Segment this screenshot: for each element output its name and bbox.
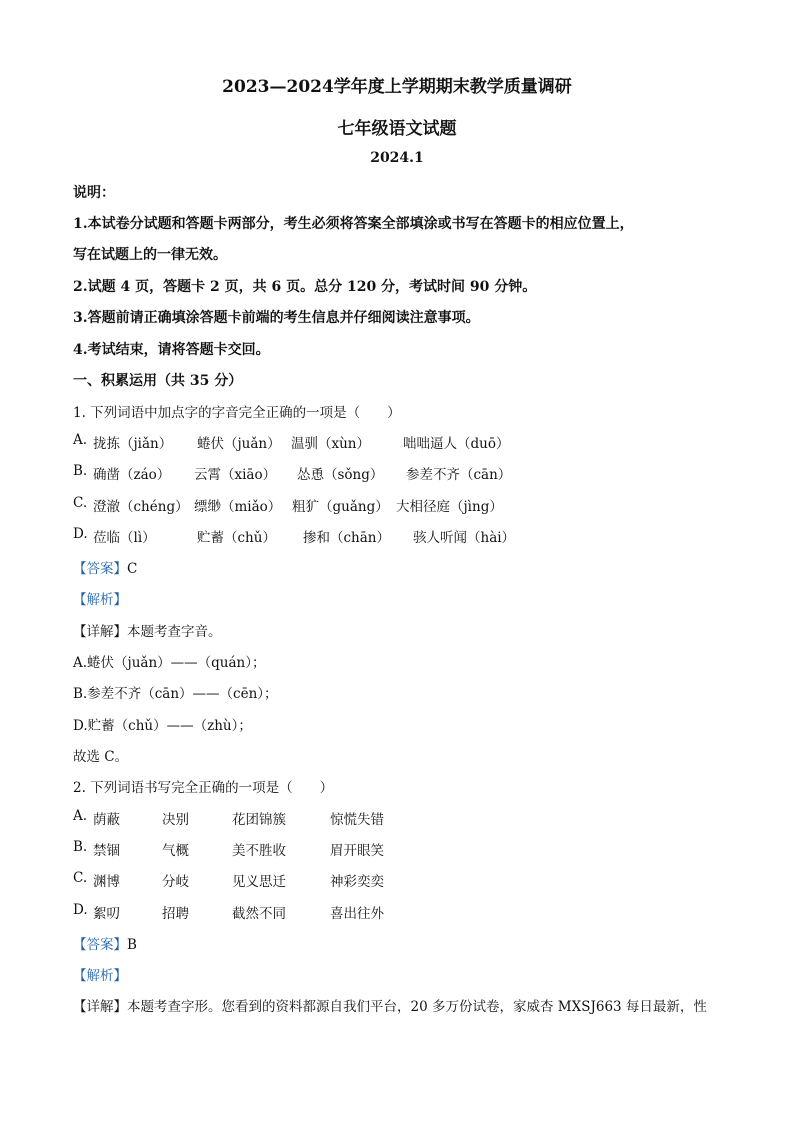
answer-value: C — [127, 561, 138, 577]
option-word: 咄咄逼人（duō） — [403, 436, 510, 452]
option-word: 云霄（xiāo） — [194, 467, 277, 483]
option-label: B. — [73, 463, 88, 479]
q2-analysis-tag: 【解析】 — [73, 968, 127, 984]
option-word: 蜷伏（juǎn） — [197, 436, 281, 452]
option-word: 分岐 — [162, 874, 189, 890]
option-word: 掺和（chān） — [303, 530, 390, 546]
answer-tag: 【答案】 — [73, 937, 127, 953]
option-word: 喜出往外 — [330, 906, 384, 922]
detail-tag: 【详解】 — [73, 624, 127, 640]
option-word: 花团锦簇 — [232, 812, 286, 828]
detail-text: 本题考查字音。 — [127, 624, 222, 640]
option-word: 截然不同 — [232, 906, 286, 922]
option-word: 澄澈（chéng） — [93, 499, 189, 515]
q1-conclusion: 故选 C。 — [73, 749, 129, 765]
exam-date: 2024.1 — [370, 150, 424, 166]
option-word: 怂恿（sǒng） — [297, 467, 384, 483]
option-word: 贮蓄（chǔ） — [197, 530, 276, 546]
option-label: A. — [73, 432, 88, 448]
q1-detail-line: D.贮蓄（chǔ）——（zhù）； — [73, 718, 252, 734]
q1-analysis-tag: 【解析】 — [73, 592, 127, 608]
option-word: 渊博 — [93, 874, 120, 890]
section-1-heading: 一、积累运用（共 35 分） — [73, 373, 243, 389]
instruction-item-4: 4.考试结束，请将答题卡交回。 — [73, 342, 270, 358]
option-word: 参差不齐（cān） — [406, 467, 512, 483]
option-word: 骇人听闻（hài） — [413, 530, 516, 546]
option-word: 决别 — [162, 812, 189, 828]
answer-tag: 【答案】 — [73, 561, 127, 577]
instructions-heading: 说明： — [73, 185, 115, 201]
option-word: 招聘 — [162, 906, 189, 922]
option-label: C. — [73, 870, 88, 886]
option-label: D. — [73, 526, 88, 542]
answer-value: B — [127, 937, 137, 953]
option-word: 莅临（lì） — [93, 530, 156, 546]
option-word: 粗犷（guǎng） — [292, 499, 389, 515]
option-word: 见义思迁 — [232, 874, 286, 890]
detail-tag: 【详解】 — [73, 999, 127, 1015]
option-word: 大相径庭（jìng） — [396, 499, 503, 515]
instruction-item-2: 2.试题 4 页，答题卡 2 页，共 6 页。总分 120 分，考试时间 90 分钟。 — [73, 279, 537, 295]
option-label: D. — [73, 902, 88, 918]
option-word: 禁锢 — [93, 843, 120, 859]
q1-answer — [73, 557, 137, 577]
q1-detail-line: B.参差不齐（cān）——（cēn）； — [73, 686, 278, 702]
q2-stem: 2. 下列词语书写完全正确的一项是（ ） — [73, 780, 334, 796]
option-word: 拢拣（jiǎn） — [93, 436, 173, 452]
instruction-item-1-line-1: 1.本试卷分试题和答题卡两部分，考生必须将答案全部填涂或书写在答题卡的相应位置上， — [73, 216, 634, 232]
exam-subtitle: 七年级语文试题 — [337, 119, 457, 139]
option-word: 美不胜收 — [232, 843, 286, 859]
option-label: C. — [73, 495, 88, 511]
option-word: 确凿（záo） — [93, 467, 171, 483]
option-word: 温驯（xùn） — [291, 436, 371, 452]
option-word: 眉开眼笑 — [330, 843, 384, 859]
q1-detail-line: A.蜷伏（juǎn）——（quán）； — [73, 655, 266, 671]
q2-answer — [73, 933, 137, 953]
option-word: 缥缈（miǎo） — [194, 499, 282, 515]
q2-detail — [73, 995, 707, 1015]
instruction-item-1-line-2: 写在试题上的一律无效。 — [73, 247, 227, 263]
option-label: A. — [73, 808, 88, 824]
exam-title: 2023—2024学年度上学期期末教学质量调研 — [222, 77, 572, 97]
option-word: 荫蔽 — [93, 812, 120, 828]
q1-stem: 1. 下列词语中加点字的字音完全正确的一项是（ ） — [73, 405, 401, 421]
option-word: 气概 — [162, 843, 189, 859]
option-word: 惊慌失错 — [330, 812, 384, 828]
instruction-item-3: 3.答题前请正确填涂答题卡前端的考生信息并仔细阅读注意事项。 — [73, 310, 480, 326]
option-word: 神彩奕奕 — [330, 874, 384, 890]
option-label: B. — [73, 839, 88, 855]
q1-detail — [73, 620, 222, 640]
detail-text: 本题考查字形。您看到的资料都源自我们平台，20 多万份试卷，家威杏 MXSJ663 每日最新，性 — [127, 999, 707, 1015]
option-word: 絮叨 — [93, 906, 120, 922]
